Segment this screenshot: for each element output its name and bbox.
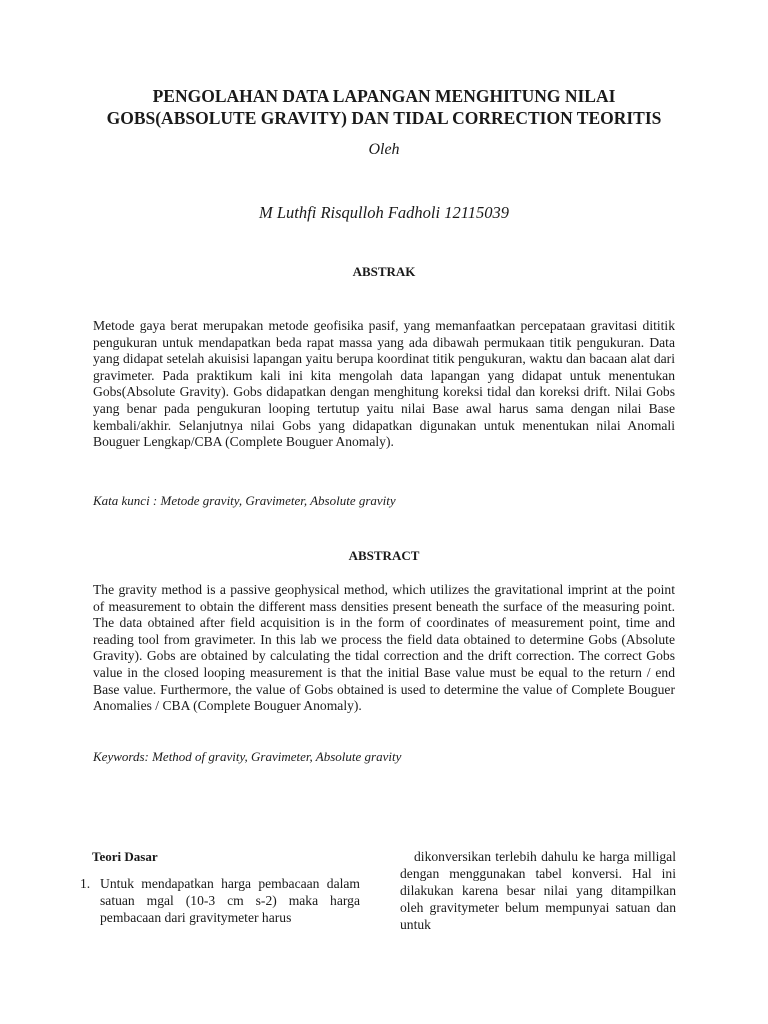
abstract-keywords: Keywords: Method of gravity, Gravimeter, Absolute gravity bbox=[93, 749, 402, 764]
abstrak-body: Metode gaya berat merupakan metode geofisika pasif, yang memanfaatkan percepataan gravitasi dititik pengukuran untuk mendapatkan beda rapat massa yang ada dibawah permukaan titik pengukuran. Data yang didapat setelah akuisisi lapangan yaitu berupa koordinat titik pengukuran, waktu dan bacaan alat dari gravimeter. Pada praktikum kali ini kita mengolah data lapangan yang didapat untuk menentukan Gobs(Absolute Gravity). Gobs didapatkan dengan menghitung koreksi tidal dan koreksi drift. Nilai Gobs yang benar pada pengukuran looping tertutup yaitu nilai Base awal harus sama dengan nilai Base kembali/akhir. Selanjutnya nilai Gobs yang didapatkan digunakan untuk menentukan nilai Anomali Bouguer Lengkap/CBA (Complete Bouguer Anomaly). bbox=[93, 318, 675, 450]
list-item-text: Untuk mendapatkan harga pembacaan dalam satuan mgal (10-3 cm s-2) maka harga pembacaan dari gravitymeter harus bbox=[100, 876, 360, 925]
abstract-body: The gravity method is a passive geophysical method, which utilizes the gravitational imprint at the point of measurement to obtain the different mass densities present beneath the surface of the measuring point. The data obtained after field acquisition is in the form of coordinates of measurement point, time and reading tool from gravimeter. In this lab we process the field data obtained to determine Gobs (Absolute Gravity). Gobs are obtained by calculating the tidal correction and the drift correction. The correct Gobs value in the closed looping measurement is that the initial Base value must be equal to the return / end Base value. Furthermore, the value of Gobs obtained is used to determine the value of Complete Bouguer Anomalies / CBA (Complete Bouguer Anomaly). bbox=[93, 582, 675, 714]
abstract-heading: ABSTRACT bbox=[348, 548, 420, 563]
right-column-text: dikonversikan terlebih dahulu ke harga milligal dengan menggunakan tabel konversi. Hal ini dilakukan karena besar nilai yang ditampilkan oleh gravitymeter belum mempunyai satuan dan untuk bbox=[400, 849, 676, 932]
section-heading-teori-dasar: Teori Dasar bbox=[92, 849, 158, 864]
list-item bbox=[80, 875, 360, 926]
author-name: M Luthfi Risqulloh Fadholi 12115039 bbox=[259, 203, 509, 222]
paper-title bbox=[60, 85, 708, 129]
kata-kunci: Kata kunci : Metode gravity, Gravimeter, Absolute gravity bbox=[93, 493, 396, 508]
paper-title-line-1: PENGOLAHAN DATA LAPANGAN MENGHITUNG NILAI bbox=[152, 86, 616, 106]
byline: Oleh bbox=[368, 141, 400, 158]
list-item-number: 1. bbox=[80, 876, 91, 891]
abstrak-heading: ABSTRAK bbox=[352, 264, 416, 279]
paper-title-line-2: GOBS(ABSOLUTE GRAVITY) DAN TIDAL CORRECTION TEORITIS bbox=[106, 108, 662, 128]
left-column bbox=[80, 849, 360, 926]
